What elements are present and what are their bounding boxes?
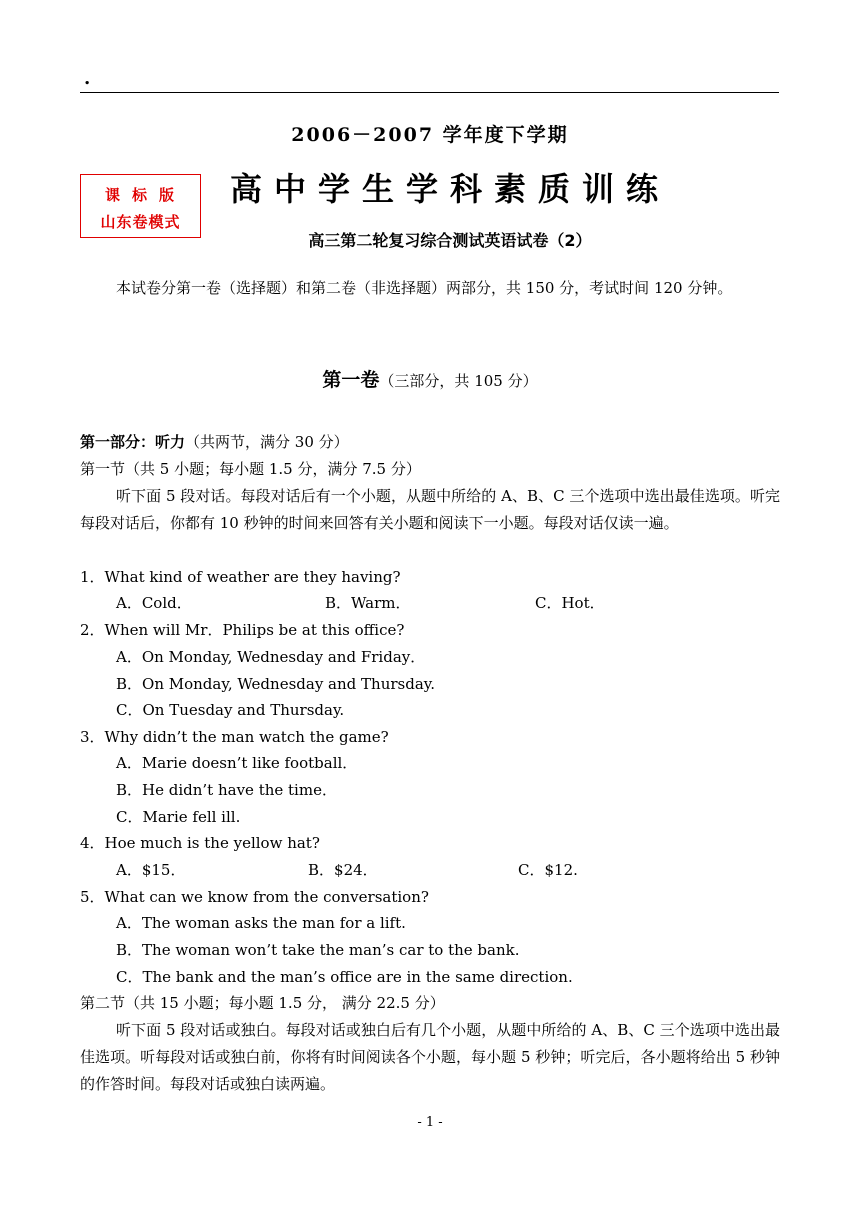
question-2-option-a: A．On Monday, Wednesday and Friday． [116, 648, 426, 666]
school-year-title: 2006－2007 学年度下学期 [291, 124, 569, 146]
exam-subtitle: 高三第二轮复习综合测试英语试卷（2） [308, 231, 592, 250]
part1-heading-note: （共两节，满分 30 分） [185, 433, 349, 451]
question-3-option-a: A．Marie doesn’t like football． [116, 754, 358, 772]
question-4-option-c: C．$12. [518, 861, 578, 879]
question-1-option-b: B．Warm． [325, 594, 411, 612]
question-4-option-b: B．$24． [308, 861, 378, 879]
question-4-option-a: A．$15． [116, 861, 186, 879]
question-3-option-b: B．He didn’t have the time． [116, 781, 337, 799]
question-3-option-c: C．Marie fell ill. [116, 808, 241, 826]
question-1-option-c: C．Hot． [535, 594, 605, 612]
question-1-stem: 1．What kind of weather are they having? [80, 568, 401, 586]
question-5-option-b: B．The woman won’t take the man’s car to the bank. [116, 941, 520, 959]
section2-instruction: 听下面 5 段对话或独白。每段对话或独白后有几个小题，从题中所给的 A、B、C 三个选项中选出最佳选项。听每段对话或独白前，你将有时间阅读各个小题，每小题 5 秒钟；听完后，各小题将给出 5 秒钟的作答时间。每段对话或独白读两遍。 [80, 1021, 780, 1093]
question-2-option-c: C．On Tuesday and Thursday. [116, 701, 345, 719]
question-2-option-b: B．On Monday, Wednesday and Thursday. [116, 675, 436, 693]
part1-heading-label: 第一部分：听力 [80, 433, 186, 451]
main-title: 高中学生学科素质训练 [229, 170, 670, 208]
badge-line-1: 课标版 [104, 186, 186, 204]
volume-note: （三部分，共 105 分） [379, 372, 538, 390]
badge-line-2: 山东卷模式 [100, 213, 181, 231]
part1-heading [80, 429, 349, 456]
page-number: - 1 - [417, 1115, 443, 1130]
section1-heading: 第一节（共 5 小题；每小题 1.5 分，满分 7.5 分） [80, 460, 421, 478]
intro-paragraph: 本试卷分第一卷（选择题）和第二卷（非选择题）两部分，共 150 分，考试时间 120 分钟。 [116, 279, 733, 297]
volume-title: 第一卷 [322, 369, 380, 391]
section1-instruction: 听下面 5 段对话。每段对话后有一个小题，从题中所给的 A、B、C 三个选项中选出最佳选项。听完每段对话后，你都有 10 秒钟的时间来回答有关小题和阅读下一小题。每段对话仅读一遍。 [80, 487, 780, 532]
question-3-stem: 3．Why didn’t the man watch the game? [80, 728, 389, 746]
question-1-option-a: A．Cold． [116, 594, 192, 612]
question-5-option-a: A．The woman asks the man for a lift. [116, 914, 406, 932]
question-5-option-c: C．The bank and the man’s office are in the same direction. [116, 968, 573, 986]
volume-heading [0, 365, 860, 392]
question-4-stem: 4．Hoe much is the yellow hat? [80, 834, 320, 852]
question-5-stem: 5．What can we know from the conversation? [80, 888, 429, 906]
header-rule [80, 92, 779, 93]
header-dot: . [84, 68, 91, 89]
question-2-stem: 2．When will Mr．Philips be at this office? [80, 621, 405, 639]
section2-heading: 第二节（共 15 小题；每小题 1.5 分， 满分 22.5 分） [80, 994, 445, 1012]
